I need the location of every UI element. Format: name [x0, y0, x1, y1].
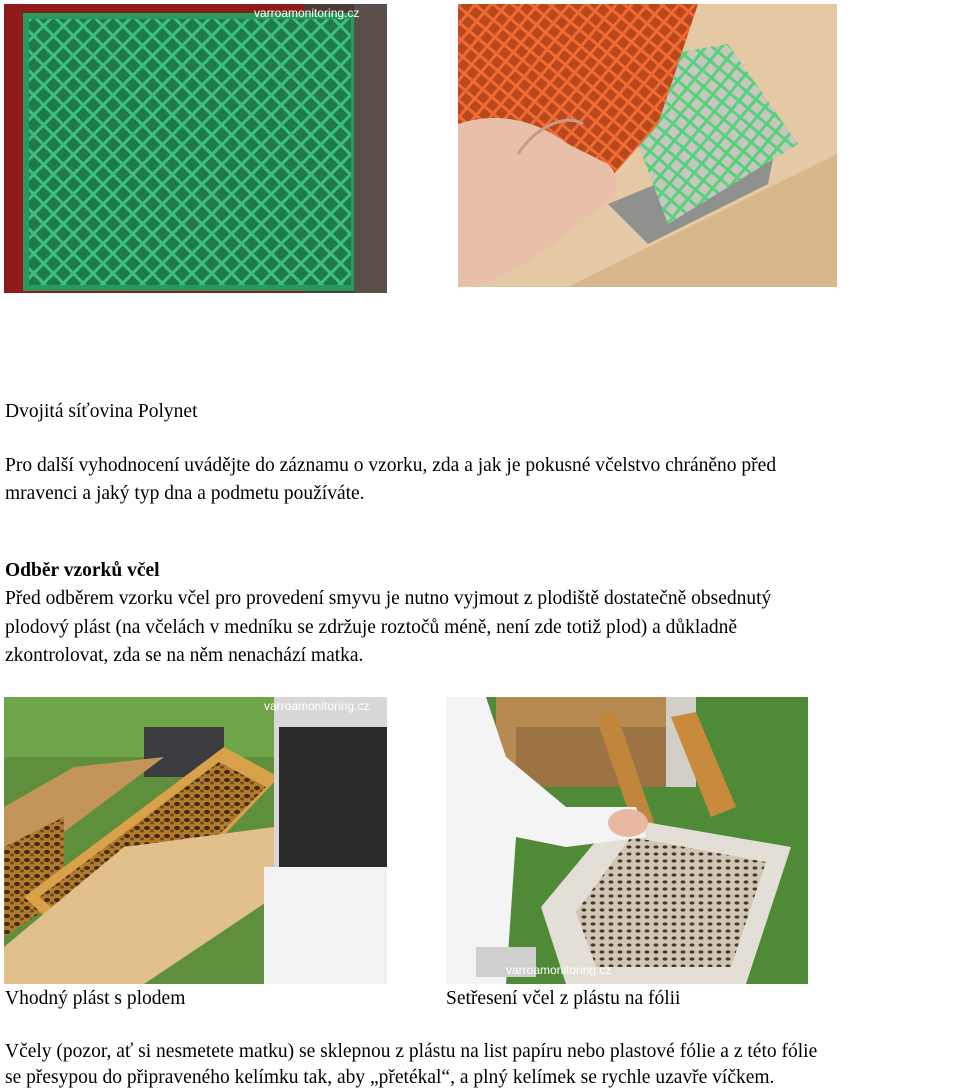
photo-watermark: varroamonitoring.cz: [506, 963, 612, 977]
section-heading: Odběr vzorků včel: [5, 560, 160, 581]
paragraph-transfer-line-2: se přesypou do připraveného kelímku tak, aby „přetékal“, a plný kelímek se rychle uzavře víčkem.: [5, 1067, 775, 1088]
photo-watermark: varroamonitoring.cz: [254, 6, 360, 20]
photo-watermark: varroamonitoring.cz: [264, 699, 370, 713]
paragraph-sampling-line-1: Před odběrem vzorku včel pro provedení smyvu je nutno vyjmout z plodiště dostatečně obsednutý: [5, 588, 772, 609]
photo-brood-comb: [4, 697, 387, 984]
photo-shaking-bees: [446, 697, 808, 984]
paragraph-sampling-line-2: plodový plást (na včelách v medníku se zdržuje roztočů méně, není zde totiž plod) a důkladně: [5, 617, 738, 638]
paragraph-transfer-line-1: Včely (pozor, ať si nesmetete matku) se sklepnou z plástu na list papíru nebo plastové fólie a z této fólie: [5, 1041, 818, 1062]
caption-shaking-bees: Setřesení včel z plástu na fólii: [446, 988, 681, 1009]
paragraph-ant-protection-line-1: Pro další vyhodnocení uvádějte do záznamu o vzorku, zda a jak je pokusné včelstvo chráněno před: [5, 455, 777, 476]
photo-polynet-double-net: [458, 4, 837, 287]
paragraph-sampling-line-3: zkontrolovat, zda se na něm nenachází matka.: [5, 645, 364, 666]
paragraph-ant-protection-line-2: mravenci a jaký typ dna a podmetu používáte.: [5, 483, 365, 504]
photo-polynet-net: [4, 4, 387, 293]
caption-brood-comb: Vhodný plást s plodem: [5, 988, 186, 1009]
polynet-caption: Dvojitá síťovina Polynet: [5, 401, 198, 422]
